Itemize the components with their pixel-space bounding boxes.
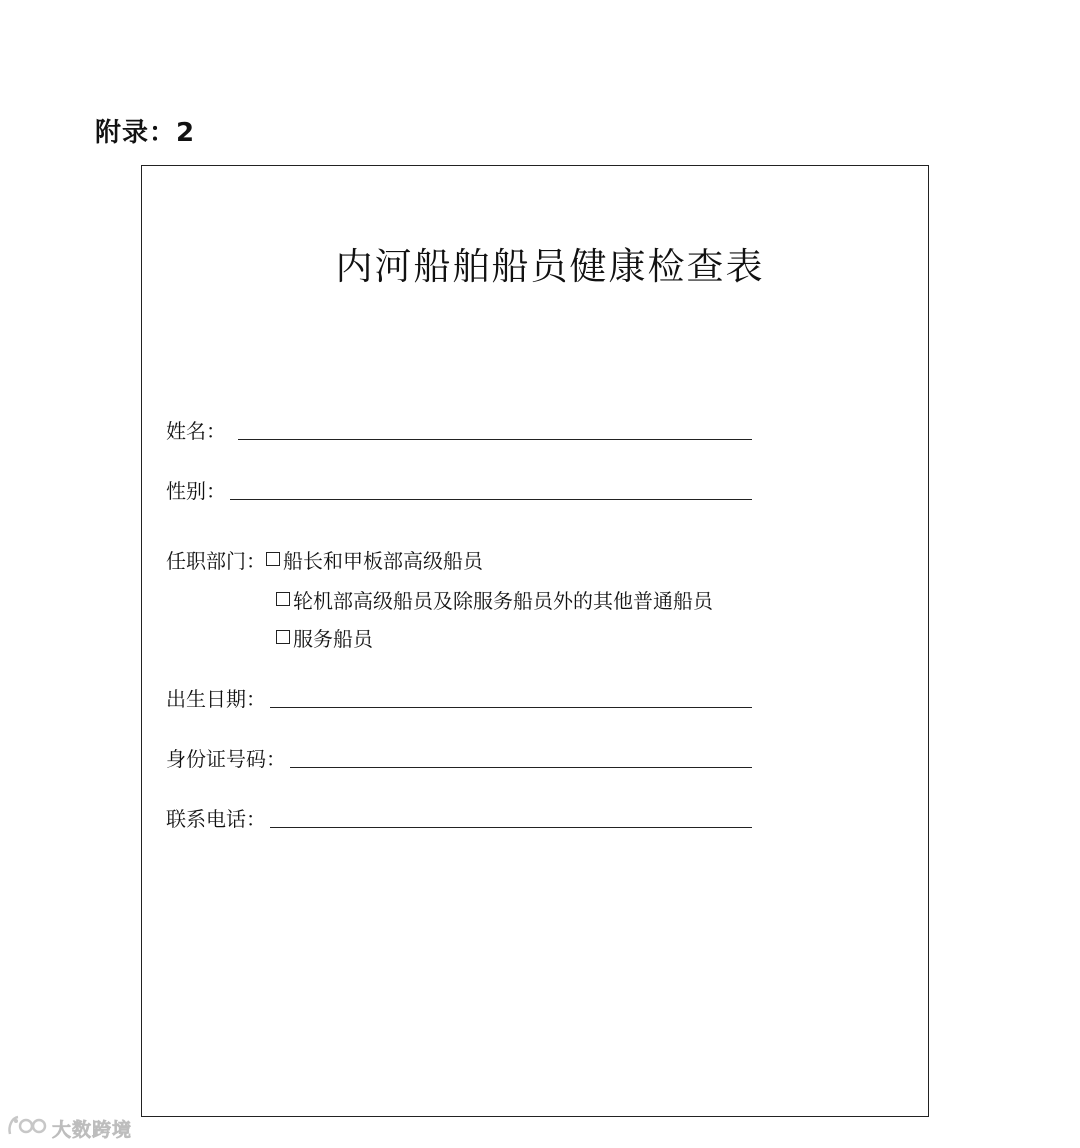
gender-field (166, 476, 752, 506)
gender-label: 性别： (166, 479, 226, 503)
name-label: 姓名： (166, 419, 226, 443)
id-number-field (166, 744, 752, 774)
phone-input-line[interactable] (270, 827, 752, 828)
health-check-form (141, 165, 929, 1117)
department-row (166, 544, 483, 574)
department-option-service[interactable] (276, 622, 373, 652)
form-title: 内河船舶船员健康检查表 (335, 245, 765, 288)
id-number-label: 身份证号码： (166, 747, 286, 771)
id-number-input-line[interactable] (290, 767, 752, 768)
watermark (6, 1112, 132, 1144)
department-option-deck[interactable] (266, 545, 483, 574)
department-label: 任职部门： (166, 548, 266, 573)
birth-date-input-line[interactable] (270, 707, 752, 708)
phone-field (166, 804, 752, 834)
birth-date-label: 出生日期： (166, 687, 266, 711)
brand-logo-icon (6, 1112, 52, 1144)
department-option-label: 船长和甲板部高级船员 (283, 548, 483, 573)
name-field (166, 416, 752, 446)
appendix-label: 附录：2 (95, 118, 196, 148)
birth-date-field (166, 684, 752, 714)
watermark-text: 大数跨境 (52, 1118, 133, 1141)
department-option-label: 轮机部高级船员及除服务船员外的其他普通船员 (293, 588, 713, 613)
checkbox-icon[interactable] (266, 552, 280, 566)
department-option-engine[interactable] (276, 584, 713, 614)
checkbox-icon[interactable] (276, 592, 290, 606)
checkbox-icon[interactable] (276, 630, 290, 644)
name-input-line[interactable] (238, 439, 752, 440)
department-option-label: 服务船员 (293, 626, 373, 651)
gender-input-line[interactable] (230, 499, 752, 500)
phone-label: 联系电话： (166, 807, 266, 831)
